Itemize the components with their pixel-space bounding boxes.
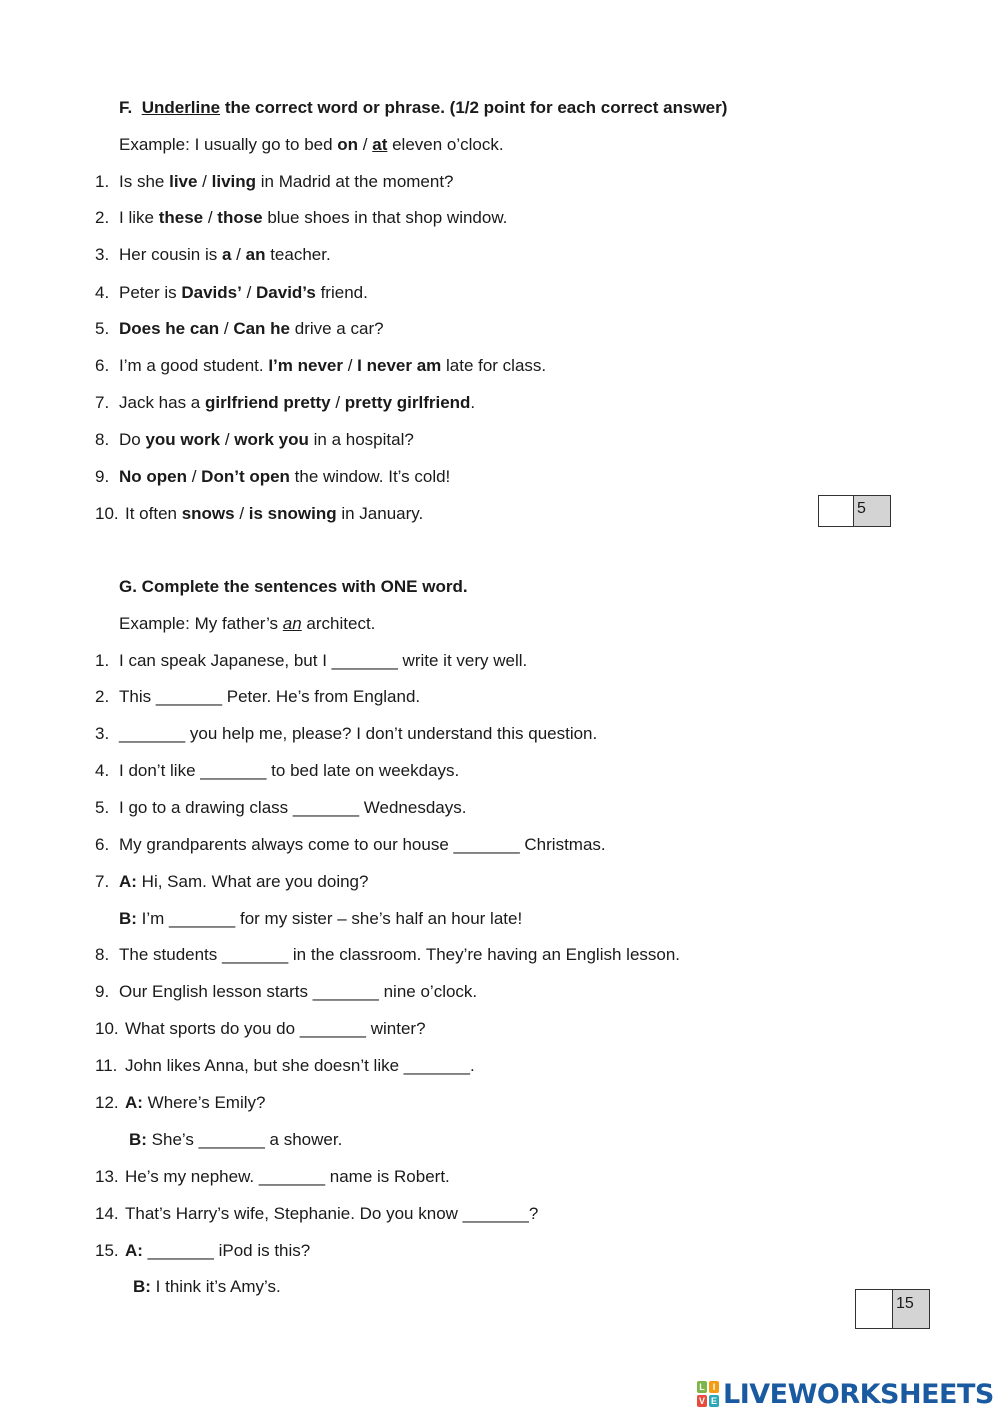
question-text: John likes Anna, but she doesn’t like _______. bbox=[125, 1056, 475, 1075]
question-number: 2. bbox=[95, 687, 110, 706]
question-number: 9. bbox=[95, 467, 110, 486]
question-text: Jack has a bbox=[119, 393, 205, 412]
question-g-line bbox=[95, 945, 680, 965]
option-separator: / bbox=[219, 319, 234, 338]
question-text: _______ you help me, please? I don’t understand this question. bbox=[119, 724, 598, 743]
question-text: The students _______ in the classroom. They’re having an English lesson. bbox=[119, 945, 681, 964]
question-text: I think it’s Amy’s. bbox=[150, 1277, 281, 1296]
section-g-example bbox=[119, 614, 375, 634]
question-g-line bbox=[133, 1277, 281, 1297]
question-number: 10. bbox=[95, 1019, 119, 1038]
question-number: 6. bbox=[95, 835, 110, 854]
question-f-5 bbox=[95, 319, 384, 339]
question-f-3 bbox=[95, 245, 331, 265]
question-number: 5. bbox=[95, 319, 110, 338]
option-b[interactable]: those bbox=[217, 208, 263, 227]
question-g-line bbox=[95, 798, 466, 818]
question-text: Do bbox=[119, 430, 146, 449]
question-g-line bbox=[95, 687, 420, 707]
question-f-6 bbox=[95, 356, 546, 376]
question-f-8 bbox=[95, 430, 414, 450]
option-b[interactable]: Can he bbox=[233, 319, 291, 338]
option-a[interactable]: these bbox=[158, 208, 204, 227]
section-f-underline-word: Underline bbox=[141, 98, 221, 117]
question-text: drive a car? bbox=[290, 319, 384, 338]
question-text: in a hospital? bbox=[308, 430, 414, 449]
section-g-heading-text: G. Complete the sentences with ONE word. bbox=[119, 577, 468, 596]
question-text: _______ iPod is this? bbox=[142, 1241, 311, 1260]
logo-tile: I bbox=[709, 1381, 719, 1393]
question-g-line bbox=[95, 1204, 538, 1224]
question-text: This _______ Peter. He’s from England. bbox=[119, 687, 421, 706]
question-text: It often bbox=[125, 504, 182, 523]
question-number: 9. bbox=[95, 982, 110, 1001]
question-text: in January. bbox=[336, 504, 424, 523]
question-number: 2. bbox=[95, 208, 110, 227]
example-answer: an bbox=[282, 614, 302, 633]
example-rest: architect. bbox=[301, 614, 376, 633]
question-number: 3. bbox=[95, 245, 110, 264]
liveworksheets-logo bbox=[697, 1378, 994, 1410]
option-separator: / bbox=[231, 245, 246, 264]
question-text: Our English lesson starts _______ nine o’clock. bbox=[119, 982, 478, 1001]
question-f-9 bbox=[95, 467, 450, 487]
speaker-label: B: bbox=[133, 1277, 151, 1296]
speaker-label: A: bbox=[119, 872, 137, 891]
question-text: blue shoes in that shop window. bbox=[262, 208, 508, 227]
question-f-10 bbox=[95, 504, 423, 524]
example-label: Example: I usually go to bed bbox=[119, 135, 338, 154]
option-a[interactable]: snows bbox=[181, 504, 235, 523]
option-b[interactable]: is snowing bbox=[248, 504, 337, 523]
question-number: 7. bbox=[95, 872, 110, 891]
option-b[interactable]: David’s bbox=[256, 283, 316, 302]
option-separator: / bbox=[330, 393, 345, 412]
question-text: teacher. bbox=[265, 245, 331, 264]
question-f-1 bbox=[95, 172, 454, 192]
question-g-line bbox=[129, 1130, 342, 1150]
score-input-cell[interactable] bbox=[856, 1290, 893, 1328]
question-text: in Madrid at the moment? bbox=[256, 172, 454, 191]
option-a[interactable]: a bbox=[221, 245, 232, 264]
question-text: I can speak Japanese, but I _______ write it very well. bbox=[119, 651, 528, 670]
question-text: I like bbox=[119, 208, 159, 227]
option-separator: / bbox=[234, 504, 249, 523]
question-number: 1. bbox=[95, 172, 110, 191]
section-g-score: 15 bbox=[893, 1290, 929, 1328]
option-separator: / bbox=[197, 172, 212, 191]
example-label: Example: My father’s bbox=[119, 614, 283, 633]
speaker-label: A: bbox=[125, 1241, 143, 1260]
option-a[interactable]: live bbox=[169, 172, 198, 191]
question-text: What sports do you do _______ winter? bbox=[125, 1019, 426, 1038]
logo-text: LIVEWORKSHEETS bbox=[723, 1378, 994, 1410]
section-f-example bbox=[119, 135, 504, 155]
section-f-letter: F. bbox=[119, 98, 133, 117]
question-g-line bbox=[95, 1241, 310, 1261]
option-b[interactable]: pretty girlfriend bbox=[344, 393, 471, 412]
option-separator: / bbox=[187, 467, 202, 486]
logo-tile: L bbox=[697, 1381, 707, 1393]
option-separator: / bbox=[220, 430, 235, 449]
option-b[interactable]: living bbox=[211, 172, 257, 191]
question-number: 8. bbox=[95, 945, 110, 964]
option-separator: / bbox=[241, 283, 257, 302]
question-g-line bbox=[95, 1167, 450, 1187]
question-text: He’s my nephew. _______ name is Robert. bbox=[125, 1167, 450, 1186]
option-a[interactable]: you work bbox=[145, 430, 221, 449]
example-rest: eleven o’clock. bbox=[387, 135, 504, 154]
logo-tile: E bbox=[710, 1396, 717, 1406]
question-text: Hi, Sam. What are you doing? bbox=[136, 872, 369, 891]
question-g-line bbox=[119, 909, 522, 929]
option-separator: / bbox=[203, 208, 218, 227]
speaker-label: A: bbox=[125, 1093, 143, 1112]
question-number: 3. bbox=[95, 724, 110, 743]
score-input-cell[interactable] bbox=[819, 496, 854, 526]
question-text: . bbox=[470, 393, 476, 412]
question-number: 12. bbox=[95, 1093, 119, 1112]
question-text: late for class. bbox=[441, 356, 547, 375]
section-g-score-box bbox=[855, 1289, 930, 1329]
question-text: My grandparents always come to our house _______ Christmas. bbox=[119, 835, 606, 854]
question-text: I go to a drawing class _______ Wednesdays. bbox=[119, 798, 467, 817]
question-number: 11. bbox=[95, 1056, 118, 1075]
option-a[interactable]: Davids’ bbox=[181, 283, 242, 302]
question-text: Is she bbox=[119, 172, 170, 191]
question-g-line bbox=[95, 1056, 475, 1076]
logo-tile: V bbox=[698, 1396, 705, 1406]
question-g-line bbox=[95, 724, 597, 744]
question-number: 6. bbox=[95, 356, 110, 375]
question-g-line bbox=[95, 982, 477, 1002]
question-text: I’m a good student. bbox=[119, 356, 269, 375]
question-f-7 bbox=[95, 393, 475, 413]
question-f-4 bbox=[95, 283, 368, 303]
section-f-score: 5 bbox=[854, 496, 890, 526]
option-b[interactable]: Don’t open bbox=[201, 467, 290, 486]
question-number: 5. bbox=[95, 798, 110, 817]
speaker-label: B: bbox=[119, 909, 137, 928]
logo-mark-icon bbox=[697, 1381, 719, 1407]
question-g-line bbox=[95, 1093, 265, 1113]
question-number: 10. bbox=[95, 504, 119, 523]
question-number: 13. bbox=[95, 1167, 119, 1186]
question-g-line bbox=[95, 651, 527, 671]
question-number: 4. bbox=[95, 283, 110, 302]
section-f-heading-rest: the correct word or phrase. (1/2 point for each correct answer) bbox=[220, 98, 728, 117]
question-text: Peter is bbox=[119, 283, 182, 302]
question-text: I don’t like _______ to bed late on weekdays. bbox=[119, 761, 460, 780]
question-number: 15. bbox=[95, 1241, 119, 1260]
question-text: That’s Harry’s wife, Stephanie. Do you know _______? bbox=[125, 1204, 539, 1223]
question-g-line bbox=[95, 1019, 426, 1039]
section-f-score-box bbox=[818, 495, 891, 527]
question-text: She’s _______ a shower. bbox=[146, 1130, 343, 1149]
question-number: 14. bbox=[95, 1204, 119, 1223]
option-a[interactable]: girlfriend pretty bbox=[205, 393, 331, 412]
option-b[interactable]: I never am bbox=[357, 356, 442, 375]
example-option-2: at bbox=[372, 135, 388, 154]
question-number: 4. bbox=[95, 761, 110, 780]
example-separator: / bbox=[358, 135, 373, 154]
option-separator: / bbox=[342, 356, 358, 375]
question-text: the window. It’s cold! bbox=[289, 467, 451, 486]
section-g-heading bbox=[119, 577, 468, 597]
question-number: 8. bbox=[95, 430, 110, 449]
question-text: Where’s Emily? bbox=[142, 1093, 266, 1112]
question-g-line bbox=[95, 761, 459, 781]
example-option-1: on bbox=[337, 135, 359, 154]
question-text: friend. bbox=[315, 283, 368, 302]
question-g-line bbox=[95, 872, 368, 892]
option-a[interactable]: Does he can bbox=[119, 319, 220, 338]
speaker-label: B: bbox=[129, 1130, 147, 1149]
option-a[interactable]: No open bbox=[119, 467, 187, 486]
question-f-2 bbox=[95, 208, 507, 228]
option-a[interactable]: I’m never bbox=[268, 356, 343, 375]
question-number: 1. bbox=[95, 651, 110, 670]
option-b[interactable]: an bbox=[245, 245, 266, 264]
section-f-heading bbox=[119, 98, 727, 118]
option-b[interactable]: work you bbox=[234, 430, 309, 449]
question-g-line bbox=[95, 835, 606, 855]
question-text: Her cousin is bbox=[119, 245, 222, 264]
question-number: 7. bbox=[95, 393, 110, 412]
question-text: I’m _______ for my sister – she’s half an hour late! bbox=[136, 909, 523, 928]
